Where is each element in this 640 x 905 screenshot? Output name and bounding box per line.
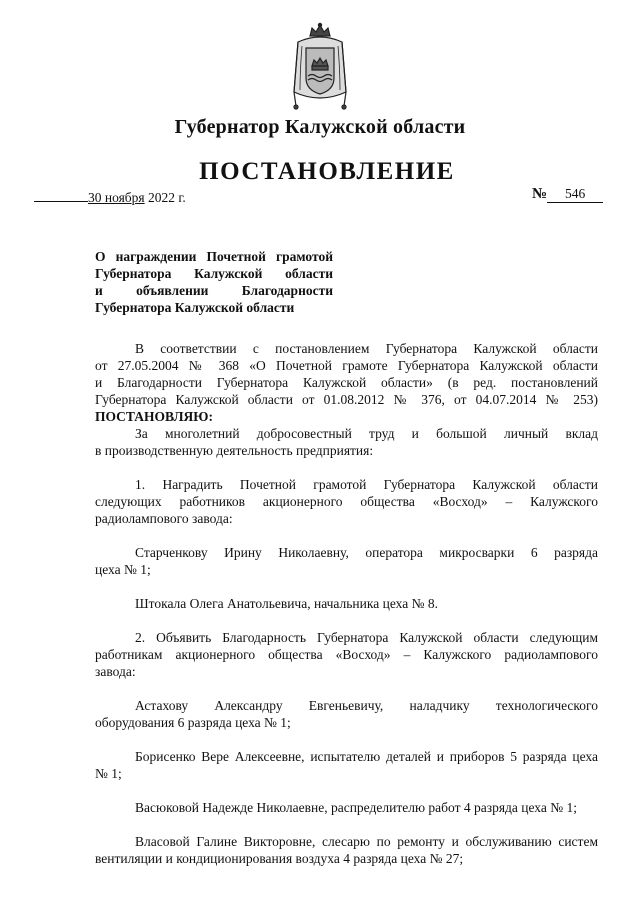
- recipient-line: № 1;: [95, 766, 122, 781]
- document-body: [95, 340, 598, 867]
- awardee-paragraph: Штокала Олега Анатольевича, начальника цеха № 8.: [135, 596, 438, 611]
- awardee-paragraph: [95, 544, 598, 578]
- subject-line: и объявлении Благодарности: [95, 283, 333, 298]
- preamble-line: и Благодарности Губернатора Калужской области» (в ред. постановлений: [95, 375, 598, 390]
- date-underline: [34, 191, 88, 202]
- preamble-paragraph: [95, 340, 598, 408]
- recipient-paragraph: [95, 748, 598, 782]
- issuing-authority: Губернатор Калужской области: [174, 116, 466, 138]
- coat-of-arms-emblem: [288, 22, 352, 110]
- item-1-line: 1. Наградить Почетной грамотой Губернатора Калужской области: [135, 477, 598, 492]
- item-2-line: 2. Объявить Благодарность Губернатора Калужской области следующим: [135, 630, 598, 645]
- reason-paragraph: [95, 425, 598, 459]
- number-value: 546: [547, 186, 603, 203]
- document-subject: [95, 248, 333, 316]
- preamble-line: В соответствии с постановлением Губернатора Калужской области: [135, 341, 598, 356]
- item-2-line: работникам акционерного общества «Восход» – Калужского радиолампового: [95, 647, 598, 662]
- item-2-line: завода:: [95, 664, 136, 679]
- number-sign: №: [532, 186, 548, 202]
- document-number: [532, 186, 603, 203]
- recipient-line: Борисенко Вере Алексеевне, испытателю деталей и приборов 5 разряда цеха: [135, 749, 598, 764]
- awardee-line: цеха № 1;: [95, 562, 151, 577]
- reason-line: в производственную деятельность предприятия:: [95, 443, 374, 458]
- awardee-line: Старченкову Ирину Николаевну, оператора микросварки 6 разряда: [135, 545, 598, 560]
- item-1-paragraph: [95, 476, 598, 527]
- recipient-line: Власовой Галине Викторовне, слесарю по ремонту и обслуживанию систем: [135, 834, 598, 849]
- date-day: 30 ноября: [88, 190, 145, 205]
- preamble-line: Губернатора Калужской области от 01.08.2012 № 376, от 04.07.2014 № 253): [95, 392, 598, 407]
- item-1-line: радиолампового завода:: [95, 511, 233, 526]
- recipient-paragraph: Васюковой Надежде Николаевне, распределителю работ 4 разряда цеха № 1;: [135, 800, 577, 815]
- recipient-line: вентиляции и кондиционирования воздуха 4 разряда цеха № 27;: [95, 851, 464, 866]
- subject-line: Губернатора Калужской области: [95, 266, 333, 281]
- recipient-line: Астахову Александру Евгеньевичу, наладчику технологического: [135, 698, 598, 713]
- resolve-heading: ПОСТАНОВЛЯЮ:: [95, 409, 213, 424]
- subject-line: Губернатора Калужской области: [95, 300, 295, 315]
- reason-line: За многолетний добросовестный труд и большой личный вклад: [135, 426, 598, 441]
- recipient-line: оборудования 6 разряда цеха № 1;: [95, 715, 291, 730]
- document-type-title: ПОСТАНОВЛЕНИЕ: [199, 158, 455, 185]
- document-date: [34, 190, 186, 206]
- item-2-paragraph: [95, 629, 598, 680]
- recipient-paragraph: [95, 697, 598, 731]
- date-year: 2022 г.: [144, 190, 186, 205]
- recipient-paragraph: [95, 833, 598, 867]
- subject-line: О награждении Почетной грамотой: [95, 249, 333, 264]
- preamble-line: от 27.05.2004 № 368 «О Почетной грамоте Губернатора Калужской области: [95, 358, 598, 373]
- item-1-line: следующих работников акционерного общества «Восход» – Калужского: [95, 494, 598, 509]
